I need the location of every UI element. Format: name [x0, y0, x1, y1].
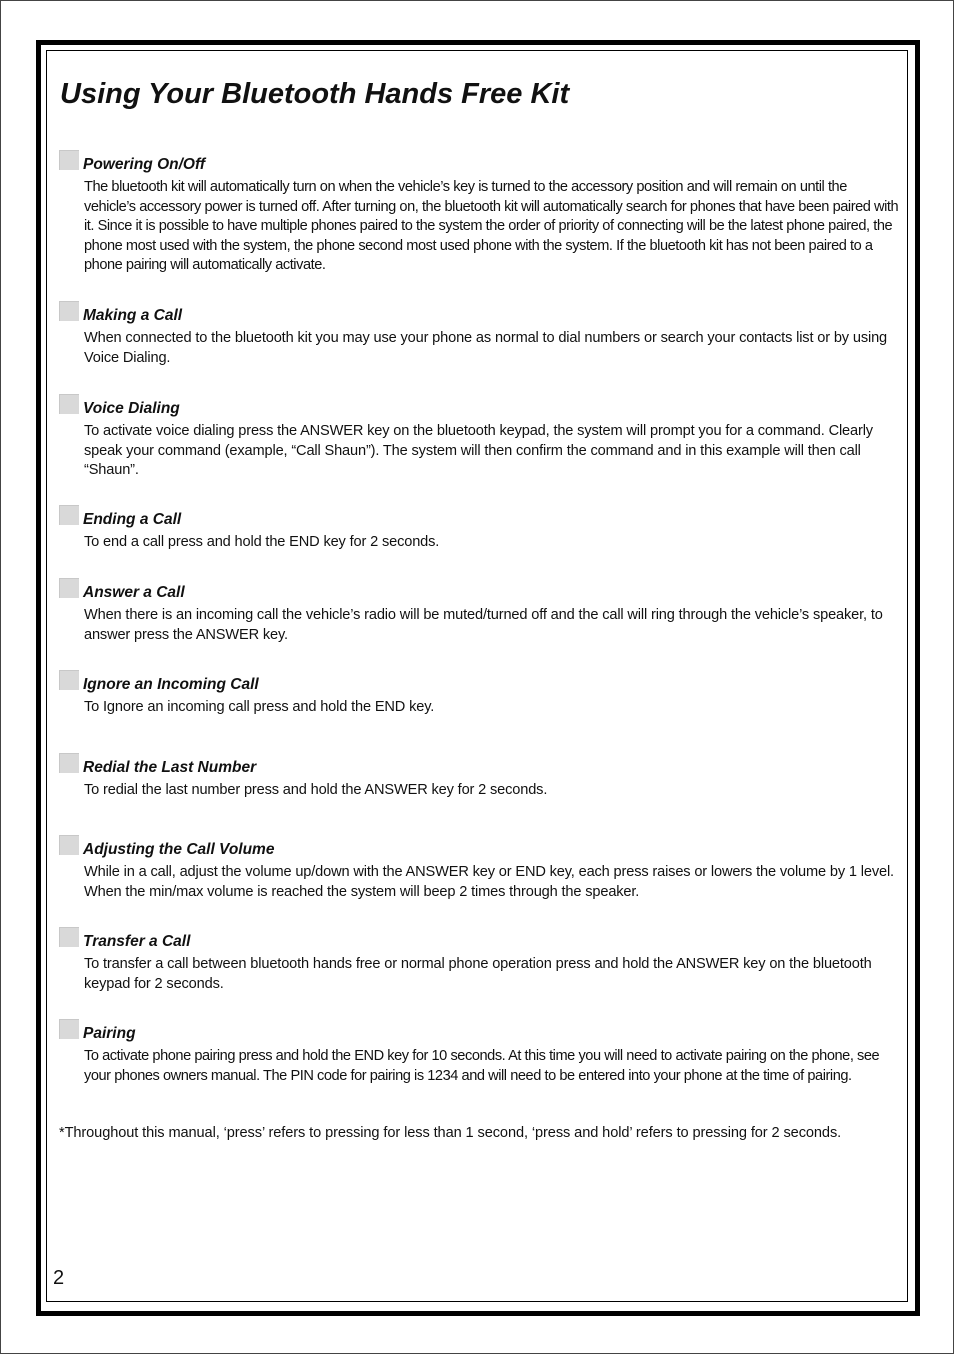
- square-bullet-icon: [59, 301, 79, 321]
- section-heading: Answer a Call: [83, 584, 185, 601]
- square-bullet-icon: [59, 835, 79, 855]
- section-heading: Pairing: [83, 1025, 136, 1042]
- page-number: 2: [53, 1267, 65, 1289]
- square-bullet-icon: [59, 505, 79, 525]
- section-body: To activate phone pairing press and hold the END key for 10 seconds. At this time you will need to activate pairing on the phone, see your phones owners manual. The PIN code for pairing is 1234 and will need to be entered into your phone at the time of pairing.: [84, 1048, 880, 1084]
- section-heading: Voice Dialing: [83, 400, 180, 417]
- section-body: When connected to the bluetooth kit you may use your phone as normal to dial numbers or search your contacts list or by using Voice Dialing.: [84, 330, 887, 366]
- section-body: To transfer a call between bluetooth hands free or normal phone operation press and hold the ANSWER key on the bluetooth keypad for 2 seconds.: [84, 956, 872, 992]
- section-body: To Ignore an incoming call press and hold the END key.: [84, 699, 435, 715]
- section-body: To end a call press and hold the END key for 2 seconds.: [84, 534, 440, 550]
- section-heading: Making a Call: [83, 307, 183, 324]
- square-bullet-icon: [59, 394, 79, 414]
- square-bullet-icon: [59, 753, 79, 773]
- section-heading: Redial the Last Number: [83, 759, 257, 776]
- square-bullet-icon: [59, 670, 79, 690]
- section-body: The bluetooth kit will automatically turn on when the vehicle’s key is turned to the accessory position and will remain on until the vehicle’s accessory power is turned off. After turning on, the bluetooth kit will automatically search for phones that have been paired with it. Since it is possible to have multiple phones paired to the system the order of priority of connecting will be the latest phone paired, the phone most used with the system, the phone second most used phone with the system. If the bluetooth kit has not been paired to a phone pairing will automatically activate.: [84, 179, 899, 274]
- section-body: When there is an incoming call the vehicle’s radio will be muted/turned off and the call will ring through the vehicle’s speaker, to answer press the ANSWER key.: [84, 607, 883, 643]
- square-bullet-icon: [59, 578, 79, 598]
- section-heading: Ending a Call: [83, 511, 182, 528]
- page-title: Using Your Bluetooth Hands Free Kit: [60, 78, 570, 110]
- section-body: While in a call, adjust the volume up/down with the ANSWER key or END key, each press raises or lowers the volume by 1 level. When the min/max volume is reached the system will beep 2 times through the speaker.: [84, 864, 894, 900]
- section-heading: Adjusting the Call Volume: [83, 841, 275, 858]
- square-bullet-icon: [59, 150, 79, 170]
- square-bullet-icon: [59, 1019, 79, 1039]
- square-bullet-icon: [59, 927, 79, 947]
- footnote: *Throughout this manual, ‘press’ refers to pressing for less than 1 second, ‘press and hold’ refers to pressing for 2 seconds.: [59, 1125, 842, 1141]
- section-heading: Transfer a Call: [83, 933, 191, 950]
- section-heading: Ignore an Incoming Call: [83, 676, 259, 693]
- section-body: To activate voice dialing press the ANSWER key on the bluetooth keypad, the system will prompt you for a command. Clearly speak your command (example, “Call Shaun”). The system will then confirm the command and in this example will then call “Shaun”.: [84, 423, 873, 479]
- section-body: To redial the last number press and hold the ANSWER key for 2 seconds.: [84, 782, 548, 798]
- section-heading: Powering On/Off: [83, 156, 205, 173]
